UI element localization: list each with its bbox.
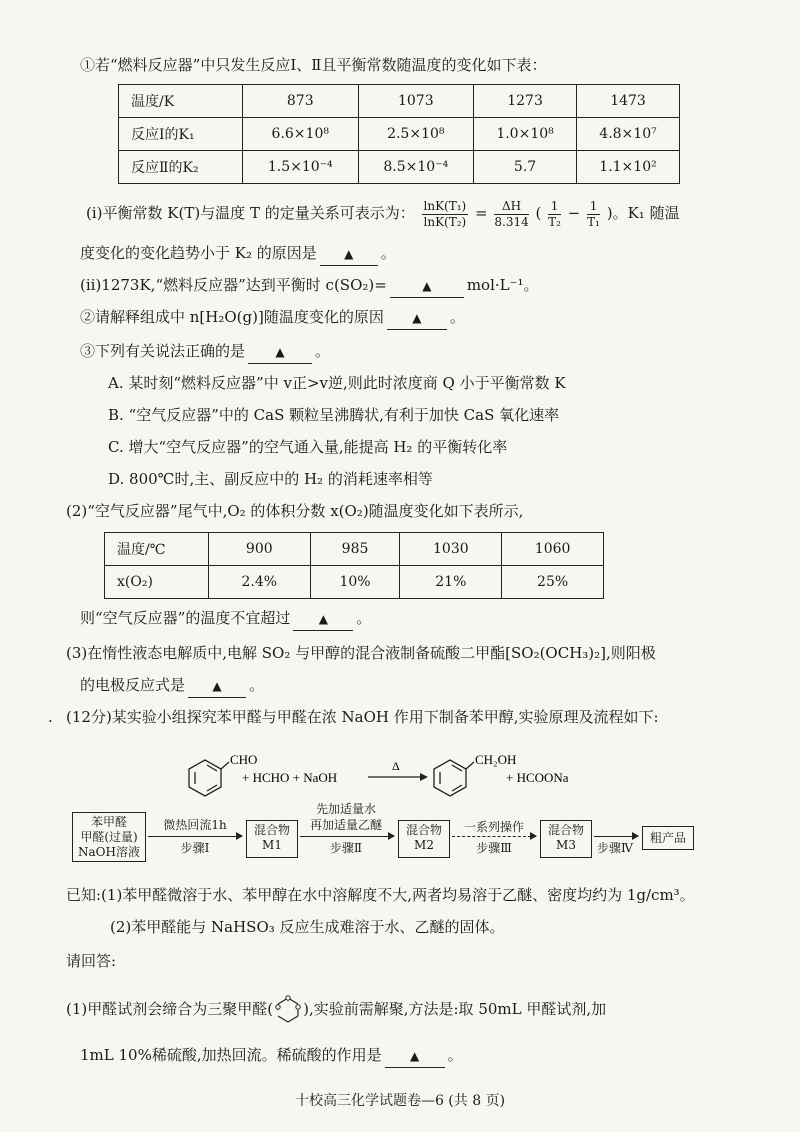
answer-blank[interactable]: ▲ [293,608,353,631]
step2-label: 步骤Ⅱ [329,841,363,855]
step3-label: 步骤Ⅲ [476,841,512,855]
table-cell: 10% [310,566,400,599]
period: 。 [315,342,331,360]
lnk-fraction [422,199,469,230]
table-header-cell: 1473 [577,85,680,118]
table-cell: 8.5×10⁻⁴ [358,151,474,184]
trioxane-structure [273,993,303,1027]
table-header-cell: 1073 [358,85,474,118]
minus-sign: − [567,204,581,222]
q1-i-text: (i)平衡常数 K(T)与温度 T 的定量关系可表示为： [86,204,415,222]
table-header-cell: 985 [310,533,400,566]
table-row [105,566,604,599]
option-a: A. 某时刻“燃料反应器”中 v正>v逆,则此时浓度商 Q 小于平衡常数 K [108,374,566,392]
oxygen-fraction-table [104,532,604,599]
flow-start-line: 甲醛(过量) [80,830,138,844]
fraction-numerator: ΔH [494,199,528,215]
table-header-row [119,85,680,118]
q20-1-line2-text: 1mL 10%稀硫酸,加热回流。稀硫酸的作用是 [80,1046,382,1064]
table-cell: 6.6×10⁸ [243,118,359,151]
fraction-numerator: lnK(T₁) [423,198,467,213]
flow-start-line: 苯甲醛 [90,815,127,829]
answer-blank[interactable]: ▲ [248,341,312,364]
open-paren: ( [535,204,542,222]
part3-line2-text: 的电极反应式是 [80,676,186,694]
table-cell: 1.1×10² [577,151,680,184]
period: 。 [356,609,372,627]
mixture-m2-box [398,820,450,858]
answer-blank[interactable]: ▲ [320,243,378,266]
mixture-label: 混合物 [405,823,442,837]
page-footer: 十校高三化学试题卷—6 (共 8 页) [294,1093,506,1109]
option-b: B. “空气反应器”中的 CaS 颗粒呈沸腾状,有利于加快 CaS 氧化速率 [108,406,560,424]
q1-i-line2-text: 度变化的变化趋势小于 K₂ 的原因是 [80,244,317,262]
delta-h-fraction [494,199,528,230]
table-row [119,118,680,151]
part2-conclusion-text: 则“空气反应器”的温度不宜超过 [80,609,291,627]
inverse-t2-fraction [548,199,561,230]
step4-label: 步骤Ⅳ [597,841,633,855]
table-header-cell: 873 [243,85,359,118]
q20-margin-mark: . [48,708,53,726]
q1-3-line [80,340,330,364]
step4-arrow [594,836,638,837]
reaction-equation [0,738,800,808]
unit-text: mol·L⁻¹。 [466,276,539,294]
q20-1-line2 [80,1044,463,1068]
period: 。 [447,1046,463,1064]
period: 。 [249,676,265,694]
table-cell: 1.5×10⁻⁴ [243,151,359,184]
known-1: 已知:(1)苯甲醛微溶于水、苯甲醇在水中溶解度不大,两者均易溶于乙醚、密度均约为 1g/cm³。 [66,886,695,904]
flow-start-line: NaOH溶液 [78,845,140,859]
q1-i-line2 [80,242,396,266]
table-cell: 2.4% [209,566,311,599]
table-cell: 4.8×10⁷ [577,118,680,151]
mixture-id: M2 [414,838,434,852]
reactants-rest: + HCHO + NaOH [242,770,338,785]
known-2: (2)苯甲醛能与 NaHSO₃ 反应生成难溶于水、乙醚的固体。 [110,918,505,936]
q1-i-tail: )。K₁ 随温 [606,204,680,222]
period: 。 [449,308,465,326]
q1-3-text: ③下列有关说法正确的是 [80,342,246,360]
please-answer: 请回答: [66,952,117,970]
option-c: C. 增大“空气反应器”的空气通入量,能提高 H₂ 的平衡转化率 [108,438,508,456]
benzaldehyde-substituent: CHO [230,752,258,767]
mixture-id: M3 [556,838,576,852]
period: 。 [380,244,396,262]
part2-intro: (2)“空气反应器”尾气中,O₂ 的体积分数 x(O₂)随温度变化如下表所示, [66,502,524,520]
step1-arrow [148,836,242,837]
table-header-cell: 900 [209,533,311,566]
mixture-id: M1 [262,838,282,852]
equilibrium-constant-table [118,84,680,184]
fraction-numerator: 1 [548,199,561,215]
q20-1-line1 [66,992,606,1027]
benzyl-alcohol-structure [434,760,474,796]
fraction-denominator: lnK(T₂) [423,214,467,229]
equals-sign: = [475,204,488,222]
q20-1-text-post: ),实验前需解聚,方法是:取 50mL 甲醛试剂,加 [303,1000,607,1018]
table-cell: x(O₂) [105,566,209,599]
part3-line2 [80,674,264,698]
reaction-arrow-head [420,773,428,781]
crude-product-box: 粗产品 [642,826,694,850]
products-rest: + HCOONa [506,770,569,785]
mixture-label: 混合物 [253,823,290,837]
table-cell: 反应Ⅰ的K₁ [119,118,243,151]
table-header-cell: 1273 [474,85,577,118]
table-header-cell: 1030 [400,533,502,566]
table-cell: 5.7 [474,151,577,184]
step1-label: 步骤Ⅰ [180,841,210,855]
q1-intro: ①若“燃料反应器”中只发生反应Ⅰ、Ⅱ且平衡常数随温度的变化如下表： [80,56,547,74]
q1-2-line [80,306,465,330]
step1-condition: 微热回流1h [163,818,227,832]
step2-arrow [300,836,394,837]
table-row [119,151,680,184]
mixture-label: 混合物 [547,823,584,837]
table-cell: 反应Ⅱ的K₂ [119,151,243,184]
fraction-denominator: T₁ [587,214,600,229]
part2-conclusion [80,607,371,631]
benzyl-alcohol-substituent: CH₂OH [475,752,517,767]
answer-blank[interactable]: ▲ [188,675,246,698]
benzaldehyde-structure [189,760,229,796]
table-header-cell: 温度/℃ [105,533,209,566]
q20-1-text-pre: (1)甲醛试剂会缔合为三聚甲醛( [66,1000,274,1018]
table-cell: 21% [400,566,502,599]
table-header-cell: 温度/K [119,85,243,118]
table-cell: 1.0×10⁸ [474,118,577,151]
answer-blank[interactable]: ▲ [385,1045,445,1068]
step2-condition-2: 再加适量乙醚 [309,818,382,832]
q1-ii-text: (ii)1273K,“燃料反应器”达到平衡时 c(SO₂)= [80,276,387,294]
fraction-numerator: 1 [587,199,600,215]
answer-blank[interactable]: ▲ [387,307,447,330]
answer-blank[interactable]: ▲ [390,275,464,298]
heat-symbol: Δ [392,759,400,773]
q1-2-text: ②请解释组成中 n[H₂O(g)]随温度变化的原因 [80,308,384,326]
fraction-denominator: T₂ [548,214,561,229]
table-header-row [105,533,604,566]
fraction-denominator: 8.314 [494,214,529,229]
q20-intro: (12分)某实验小组探究苯甲醛与甲醛在浓 NaOH 作用下制备苯甲醇,实验原理及流程如下: [66,708,659,726]
step3-arrow [452,836,536,837]
q1-ii-line [80,274,539,298]
option-d: D. 800℃时,主、副反应中的 H₂ 的消耗速率相等 [108,470,433,488]
inverse-t1-fraction [587,199,600,230]
flow-start-box [72,812,146,862]
q1-i-formula-line [86,196,680,230]
table-header-cell: 1060 [502,533,604,566]
table-cell: 25% [502,566,604,599]
part3-line1: (3)在惰性液态电解质中,电解 SO₂ 与甲醇的混合液制备硫酸二甲酯[SO₂(OCH₃)₂],则阳极 [66,644,656,662]
table-cell: 2.5×10⁸ [358,118,474,151]
mixture-m1-box [246,820,298,858]
step2-condition-1: 先加适量水 [315,802,376,816]
step3-condition: 一系列操作 [463,820,524,834]
mixture-m3-box [540,820,592,858]
